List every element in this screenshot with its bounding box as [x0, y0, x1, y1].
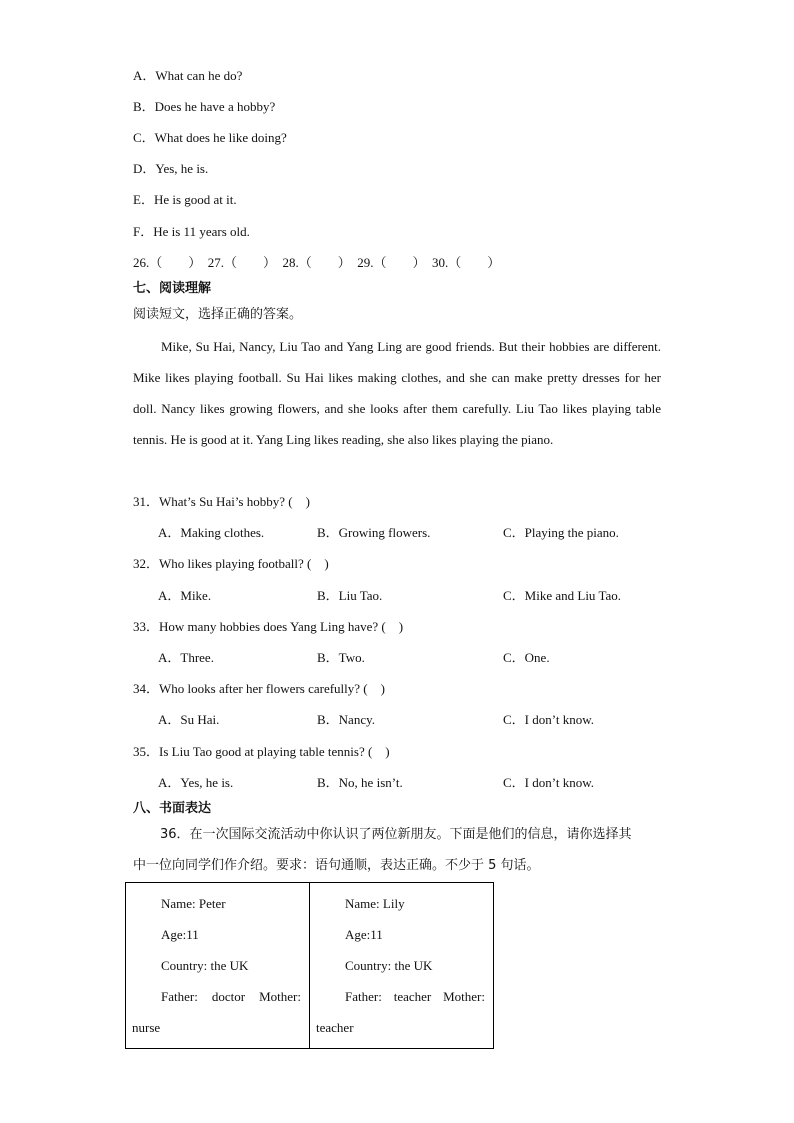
q31-option-a: A．Making clothes.	[158, 525, 265, 540]
lily-mother-job: teacher	[316, 1020, 354, 1035]
lily-father-label: Father:	[345, 989, 382, 1004]
q33-option-a: A．Three.	[158, 650, 214, 665]
q33-option-b: B．Two.	[317, 650, 365, 665]
peter-mother-job: nurse	[132, 1020, 161, 1035]
q31-option-c: C．Playing the piano.	[503, 525, 619, 540]
q34-option-a: A．Su Hai.	[158, 712, 220, 727]
lily-father-job: teacher	[393, 989, 432, 1004]
reading-passage: Mike, Su Hai, Nancy, Liu Tao and Yang Ling are good friends. But their hobbies are different. Mike likes playing football. Su Hai likes making clothes, and she can make pretty dresses for her doll. Nancy likes growing flowers, and she looks after them carefully. Liu Tao likes playing table tennis. He is good at it. Yang Ling likes reading, she also likes playing the piano.	[133, 339, 661, 447]
q35-option-a: A．Yes, he is.	[158, 775, 234, 790]
option-f: F．He is 11 years old.	[133, 224, 250, 239]
info-table	[125, 882, 494, 1049]
q34-option-c: C．I don’t know.	[503, 712, 595, 727]
q32-option-a: A．Mike.	[158, 588, 212, 603]
reading-instruction: 阅读短文，选择正确的答案。	[133, 307, 303, 322]
section-title-writing: 八、书面表达	[133, 801, 212, 816]
option-a: A．What can he do?	[133, 68, 243, 83]
q32-option-c: C．Mike and Liu Tao.	[503, 588, 622, 603]
lily-mother-label: Mother:	[443, 989, 485, 1004]
info-cell-peter	[126, 883, 310, 1049]
peter-parents	[126, 981, 309, 1012]
q32-option-b: B．Liu Tao.	[317, 588, 383, 603]
question-35: 35．Is Liu Tao good at playing table tennis? ( )	[133, 744, 390, 759]
option-d: D．Yes, he is.	[133, 161, 209, 176]
peter-mother-label: Mother:	[259, 989, 301, 1004]
lily-country: Country: the UK	[345, 958, 433, 973]
option-c: C．What does he like doing?	[133, 130, 287, 145]
q35-option-c: C．I don’t know.	[503, 775, 595, 790]
info-cell-lily	[310, 883, 494, 1049]
lily-age: Age:11	[345, 927, 383, 942]
q31-option-b: B．Growing flowers.	[317, 525, 431, 540]
lily-parents	[310, 981, 493, 1012]
writing-prompt-line1: 36．在一次国际交流活动中你认识了两位新朋友。下面是他们的信息，请你选择其	[160, 827, 632, 842]
peter-father-label: Father:	[161, 989, 198, 1004]
q34-option-b: B．Nancy.	[317, 712, 376, 727]
lily-name: Name: Lily	[345, 896, 405, 911]
answer-blanks: 26.（ ） 27.（ ） 28.（ ） 29.（ ） 30.（ ）	[133, 255, 501, 270]
question-33: 33．How many hobbies does Yang Ling have? ( )	[133, 619, 404, 634]
q35-option-b: B．No, he isn’t.	[317, 775, 403, 790]
peter-age: Age:11	[161, 927, 199, 942]
section-title-reading: 七、阅读理解	[133, 281, 212, 296]
writing-prompt-line2: 中一位向同学们作介绍。要求：语句通顺，表达正确。不少于 5 句话。	[133, 858, 540, 873]
peter-father-job: doctor	[211, 989, 246, 1004]
option-b: B．Does he have a hobby?	[133, 99, 276, 114]
question-31: 31．What’s Su Hai’s hobby? ( )	[133, 494, 310, 509]
question-32: 32．Who likes playing football? ( )	[133, 556, 329, 571]
peter-name: Name: Peter	[161, 896, 226, 911]
q33-option-c: C．One.	[503, 650, 550, 665]
peter-country: Country: the UK	[161, 958, 249, 973]
option-e: E．He is good at it.	[133, 192, 237, 207]
question-34: 34．Who looks after her flowers carefully? ( )	[133, 681, 385, 696]
